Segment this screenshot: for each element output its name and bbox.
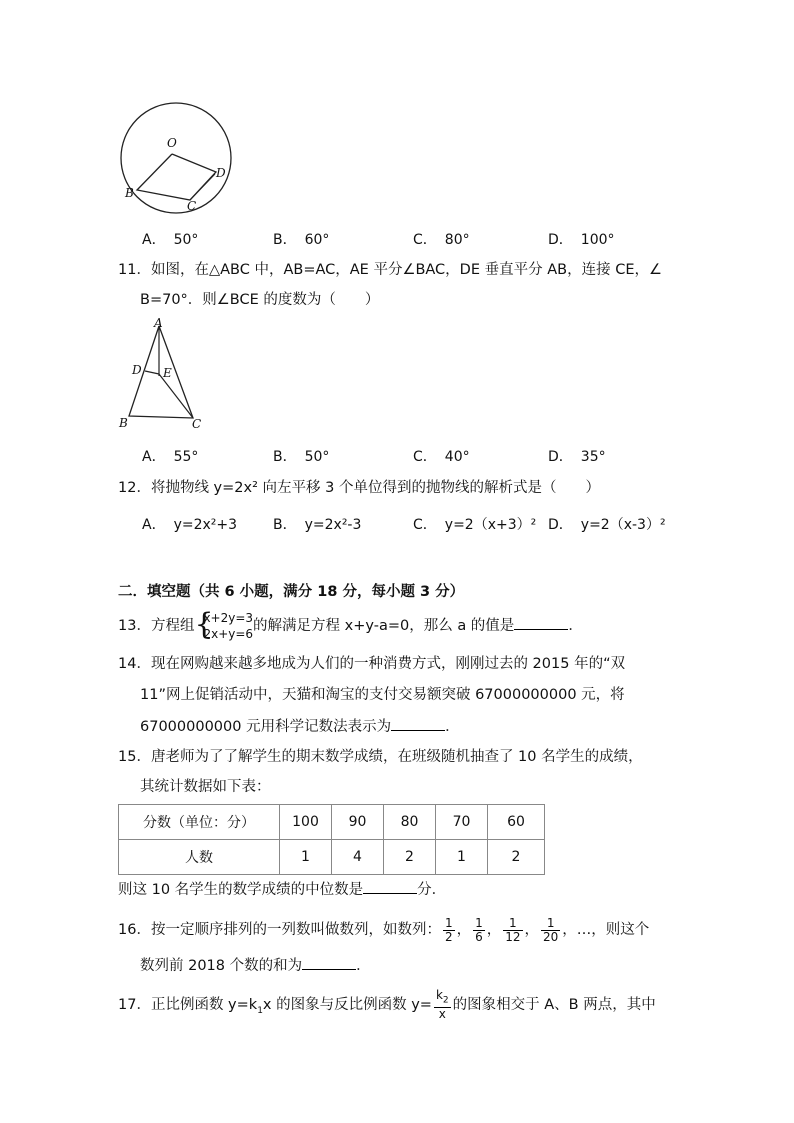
q11-line1: 11．如图，在△ABC 中，AB=AC，AE 平分∠BAC，DE 垂直平分 AB，连接 CE，∠ bbox=[118, 262, 662, 278]
table-cell: 70 bbox=[436, 805, 488, 840]
fraction: $\frac{1}{6}$ bbox=[475, 915, 483, 944]
label-b2: B bbox=[119, 416, 128, 430]
q10-option-c: C． 80° bbox=[413, 232, 470, 248]
section-title: 二．填空题（共 6 小题，满分 18 分，每小题 3 分） bbox=[118, 584, 465, 600]
table-row bbox=[119, 805, 545, 840]
q11-option-d: D． 35° bbox=[548, 449, 606, 465]
q15-after: 则这 10 名学生的数学成绩的中位数是 分． bbox=[118, 879, 446, 900]
label-a: A bbox=[154, 316, 163, 330]
answer-blank[interactable] bbox=[391, 716, 445, 731]
label-c2: C bbox=[192, 417, 202, 431]
table-cell: 1 bbox=[280, 840, 332, 875]
q12-option-a: A． y=2x²+3 bbox=[142, 517, 238, 533]
q15-line1: 15．唐老师为了了解学生的期末数学成绩，在班级随机抽查了 10 名学生的成绩， bbox=[118, 749, 643, 765]
table-cell: 80 bbox=[384, 805, 436, 840]
q11-option-b: B． 50° bbox=[273, 449, 330, 465]
q14-line2: 11”网上促销活动中，天猫和淘宝的支付交易额突破 67000000000 元，将 bbox=[140, 687, 625, 703]
label-b: B bbox=[125, 186, 134, 200]
fraction: $\frac{k_2}{x}$ bbox=[435, 987, 449, 1022]
q16-line2: 数列前 2018 个数的和为 ． bbox=[140, 955, 371, 976]
answer-blank[interactable] bbox=[514, 615, 568, 630]
q14-line1: 14．现在网购越来越多地成为人们的一种消费方式，刚刚过去的 2015 年的“双 bbox=[118, 656, 626, 672]
table-cell: 2 bbox=[488, 840, 545, 875]
q10-option-a: A． 50° bbox=[142, 232, 199, 248]
label-d2: D bbox=[132, 363, 142, 377]
table-header-cell: 分数（单位：分） bbox=[119, 805, 280, 840]
q12-line1: 12．将抛物线 y=2x² 向左平移 3 个单位得到的抛物线的解析式是（ ） bbox=[118, 480, 600, 496]
score-table bbox=[118, 804, 545, 875]
q12-option-b: B． y=2x²-3 bbox=[273, 517, 362, 533]
q14-line3: 67000000000 元用科学记数法表示为 ． bbox=[140, 716, 460, 737]
table-cell: 90 bbox=[332, 805, 384, 840]
table-cell: 1 bbox=[436, 840, 488, 875]
q17-line: 17．正比例函数 $y=k_1x$ 的图象与反比例函数 y= $\frac{k_2}{x}$ 的图象相交于 A、B 两点，其中 bbox=[118, 987, 656, 1022]
label-o: O bbox=[167, 136, 177, 150]
q10-option-b: B． 60° bbox=[273, 232, 330, 248]
q11-line2: B=70°．则∠BCE 的度数为（ ） bbox=[140, 292, 380, 308]
table-cell: 60 bbox=[488, 805, 545, 840]
answer-blank[interactable] bbox=[363, 879, 417, 894]
table-row bbox=[119, 840, 545, 875]
q12-option-d: D． y=2（x-3）² bbox=[548, 517, 666, 533]
equation-system: { x+2y=3 2x+y=6 bbox=[194, 607, 254, 642]
fraction: $\frac{1}{20}$ bbox=[543, 915, 559, 944]
q13-line: 13．方程组 { x+2y=3 2x+y=6 的解满足方程 x+y-a=0，那么 a 的值是 ． bbox=[118, 607, 583, 642]
q16-line1: 16．按一定顺序排列的一列数叫做数列，如数列： $\frac{1}{2}$ ， $\frac{1}{6}$ ， $\frac{1}{12}$ ， $\frac{1}{20}$ ，…，则这个 bbox=[118, 915, 650, 944]
label-d: D bbox=[216, 166, 226, 180]
label-e: E bbox=[163, 366, 172, 380]
table-cell: 4 bbox=[332, 840, 384, 875]
q11-option-a: A． 55° bbox=[142, 449, 199, 465]
figure-triangle bbox=[114, 316, 214, 434]
q11-option-c: C． 40° bbox=[413, 449, 470, 465]
fraction: $\frac{1}{12}$ bbox=[505, 915, 521, 944]
q12-option-c: C． y=2（x+3）² bbox=[413, 517, 537, 533]
q15-line2: 其统计数据如下表： bbox=[140, 779, 271, 795]
table-header-cell: 人数 bbox=[119, 840, 280, 875]
fraction: $\frac{1}{2}$ bbox=[444, 915, 453, 944]
label-c: C bbox=[187, 199, 197, 213]
table-cell: 100 bbox=[280, 805, 332, 840]
table-cell: 2 bbox=[384, 840, 436, 875]
q10-option-d: D． 100° bbox=[548, 232, 615, 248]
figure-circle bbox=[112, 98, 232, 214]
answer-blank[interactable] bbox=[302, 955, 356, 970]
